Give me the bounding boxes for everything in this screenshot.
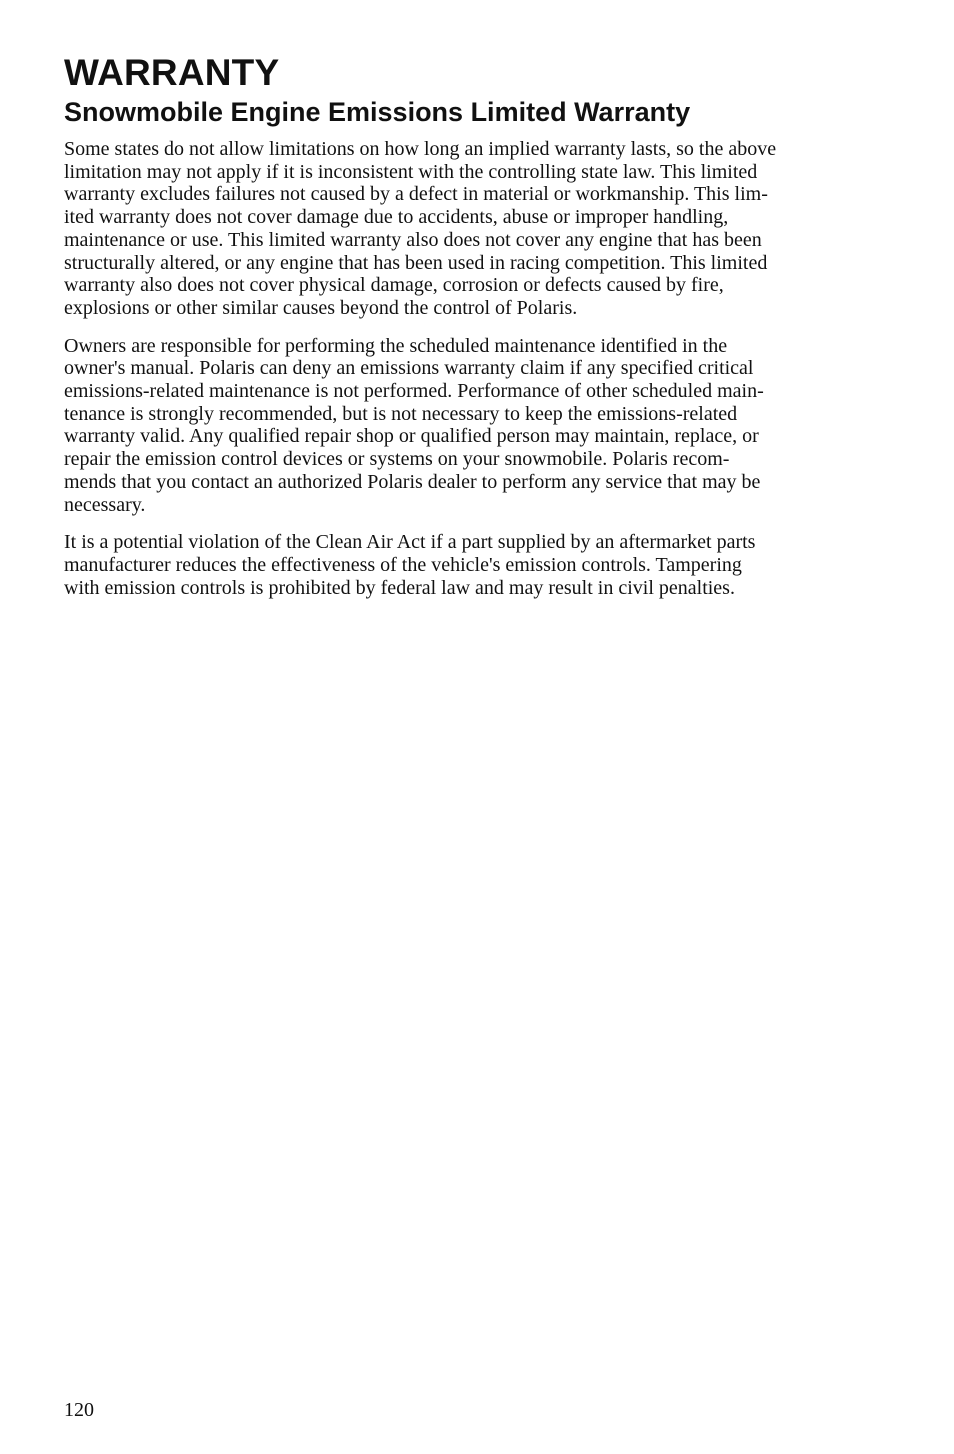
paragraph-owner-responsibilities: Owners are responsible for performing the scheduled maintenance identified in the owner's manual. Polaris can deny an emissions warranty claim if any specified critical emissions-related maintenance is not performed. Performance of other scheduled main- tenance is strongly recommended, but is not necessary to keep the emissions-related warranty valid. Any qualified repair shop or qualified person may maintain, replace, or repair the emission control devices or systems on your snowmobile. Polaris recom- mends that you contact an authorized Polaris dealer to perform any service that may be necessary. <box>64 334 764 516</box>
document-page <box>64 52 864 614</box>
subsection-title: Snowmobile Engine Emissions Limited Warranty <box>64 97 691 127</box>
page-number: 120 <box>64 1399 94 1421</box>
section-title: WARRANTY <box>64 52 280 93</box>
paragraph-clean-air-act: It is a potential violation of the Clean Air Act if a part supplied by an aftermarket parts manufacturer reduces the effectiveness of the vehicle's emission controls. Tampering with emission controls is prohibited by federal law and may result in civil penalties. <box>64 531 756 599</box>
paragraph-limitations: Some states do not allow limitations on how long an implied warranty lasts, so the above limitation may not apply if it is inconsistent with the controlling state law. This limited warranty excludes failures not caused by a defect in material or workmanship. This lim- ited warranty does not cover damage due to accidents, abuse or improper handling, maintenance or use. This limited warranty also does not cover any engine that has been structurally altered, or any engine that has been used in racing competition. This limited warranty also does not cover physical damage, corrosion or defects caused by fire, explosions or other similar causes beyond the control of Polaris. <box>64 138 777 319</box>
